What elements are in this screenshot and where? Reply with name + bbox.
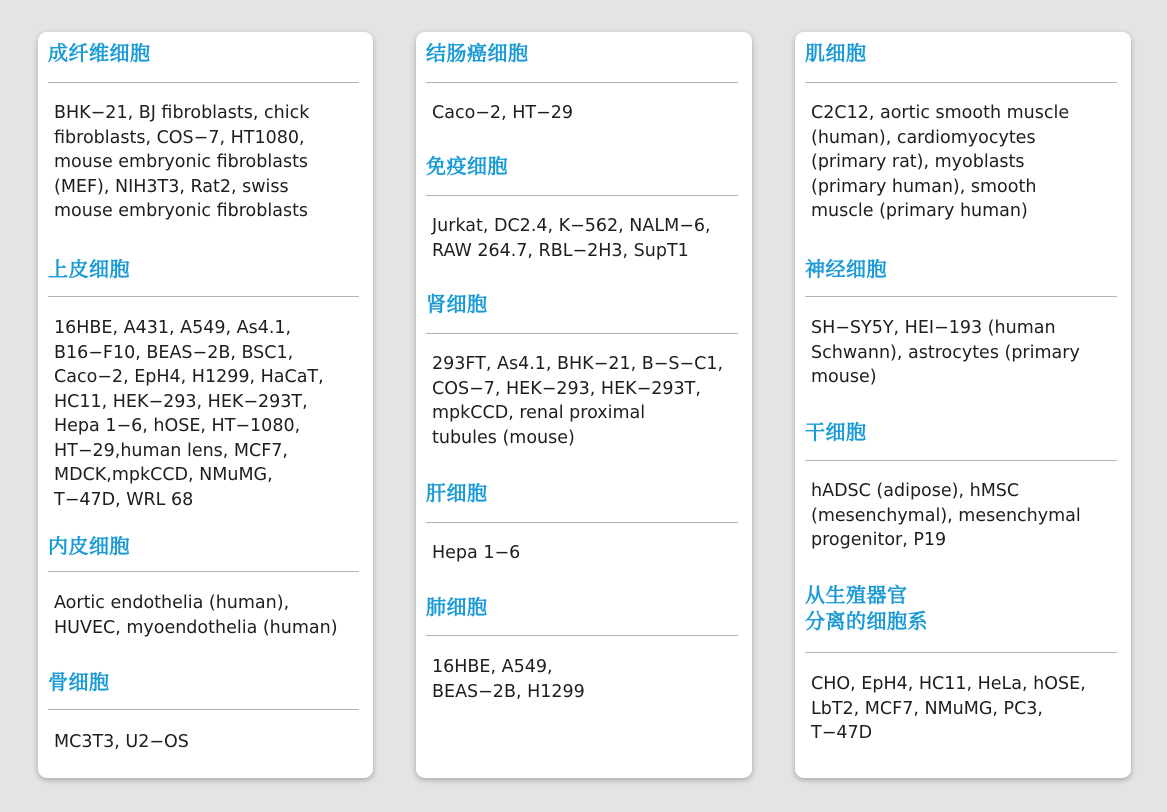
- section-title-reproductive: 从生殖器官 分离的细胞系: [805, 583, 928, 633]
- section-text-nerve: SH−SY5Y, HEI−193 (human Schwann), astrocytes (primary mouse): [811, 318, 1080, 387]
- card-column-2: [416, 32, 752, 778]
- section-text-colon-cancer: Caco−2, HT−29: [432, 103, 573, 123]
- section-text-kidney: 293FT, As4.1, BHK−21, B−S−C1, COS−7, HEK−293, HEK−293T, mpkCCD, renal proximal tubules (mouse): [432, 354, 724, 448]
- section-divider: [805, 652, 1117, 653]
- section-divider: [48, 82, 359, 83]
- section-text-stem: hADSC (adipose), hMSC (mesenchymal), mesenchymal progenitor, P19: [811, 481, 1081, 550]
- section-title-bone: 骨细胞: [48, 670, 110, 694]
- section-title-fibroblasts: 成纤维细胞: [48, 41, 151, 65]
- section-title-liver: 肝细胞: [426, 481, 488, 505]
- section-divider: [805, 460, 1117, 461]
- section-divider: [48, 296, 359, 297]
- section-title-stem: 干细胞: [805, 420, 867, 444]
- section-divider: [426, 333, 738, 334]
- section-divider: [426, 635, 738, 636]
- section-title-muscle: 肌细胞: [805, 41, 867, 65]
- card-column-1: [38, 32, 373, 778]
- section-title-kidney: 肾细胞: [426, 292, 488, 316]
- section-divider: [805, 296, 1117, 297]
- section-divider: [48, 709, 359, 710]
- section-title-nerve: 神经细胞: [805, 257, 887, 281]
- section-divider: [426, 522, 738, 523]
- section-text-immune: Jurkat, DC2.4, K−562, NALM−6, RAW 264.7, RBL−2H3, SupT1: [432, 216, 711, 261]
- section-text-epithelial: 16HBE, A431, A549, As4.1, B16−F10, BEAS−2B, BSC1, Caco−2, EpH4, H1299, HaCaT, HC11, HEK−293, HEK−293T, Hepa 1−6, hOSE, HT−1080, HT−29,human lens, MCF7, MDCK,mpkCCD, NMuMG, T−47D, WRL 68: [54, 318, 324, 510]
- section-text-liver: Hepa 1−6: [432, 543, 521, 563]
- section-divider: [805, 82, 1117, 83]
- section-title-lung: 肺细胞: [426, 595, 488, 619]
- section-title-immune: 免疫细胞: [426, 154, 508, 178]
- section-divider: [426, 82, 738, 83]
- section-text-reproductive: CHO, EpH4, HC11, HeLa, hOSE, LbT2, MCF7, NMuMG, PC3, T−47D: [811, 674, 1086, 743]
- section-divider: [48, 571, 359, 572]
- card-column-3: [795, 32, 1131, 778]
- section-text-lung: 16HBE, A549, BEAS−2B, H1299: [432, 657, 585, 702]
- section-text-endothelial: Aortic endothelia (human), HUVEC, myoendothelia (human): [54, 593, 338, 638]
- section-text-bone: MC3T3, U2−OS: [54, 732, 189, 752]
- section-text-fibroblasts: BHK−21, BJ fibroblasts, chick fibroblasts, COS−7, HT1080, mouse embryonic fibroblasts (MEF), NIH3T3, Rat2, swiss mouse embryonic fibroblasts: [54, 103, 310, 221]
- section-divider: [426, 195, 738, 196]
- section-title-endothelial: 内皮细胞: [48, 534, 130, 558]
- section-title-colon-cancer: 结肠癌细胞: [426, 41, 529, 65]
- section-text-muscle: C2C12, aortic smooth muscle (human), cardiomyocytes (primary rat), myoblasts (primary human), smooth muscle (primary human): [811, 103, 1070, 221]
- section-title-epithelial: 上皮细胞: [48, 257, 130, 281]
